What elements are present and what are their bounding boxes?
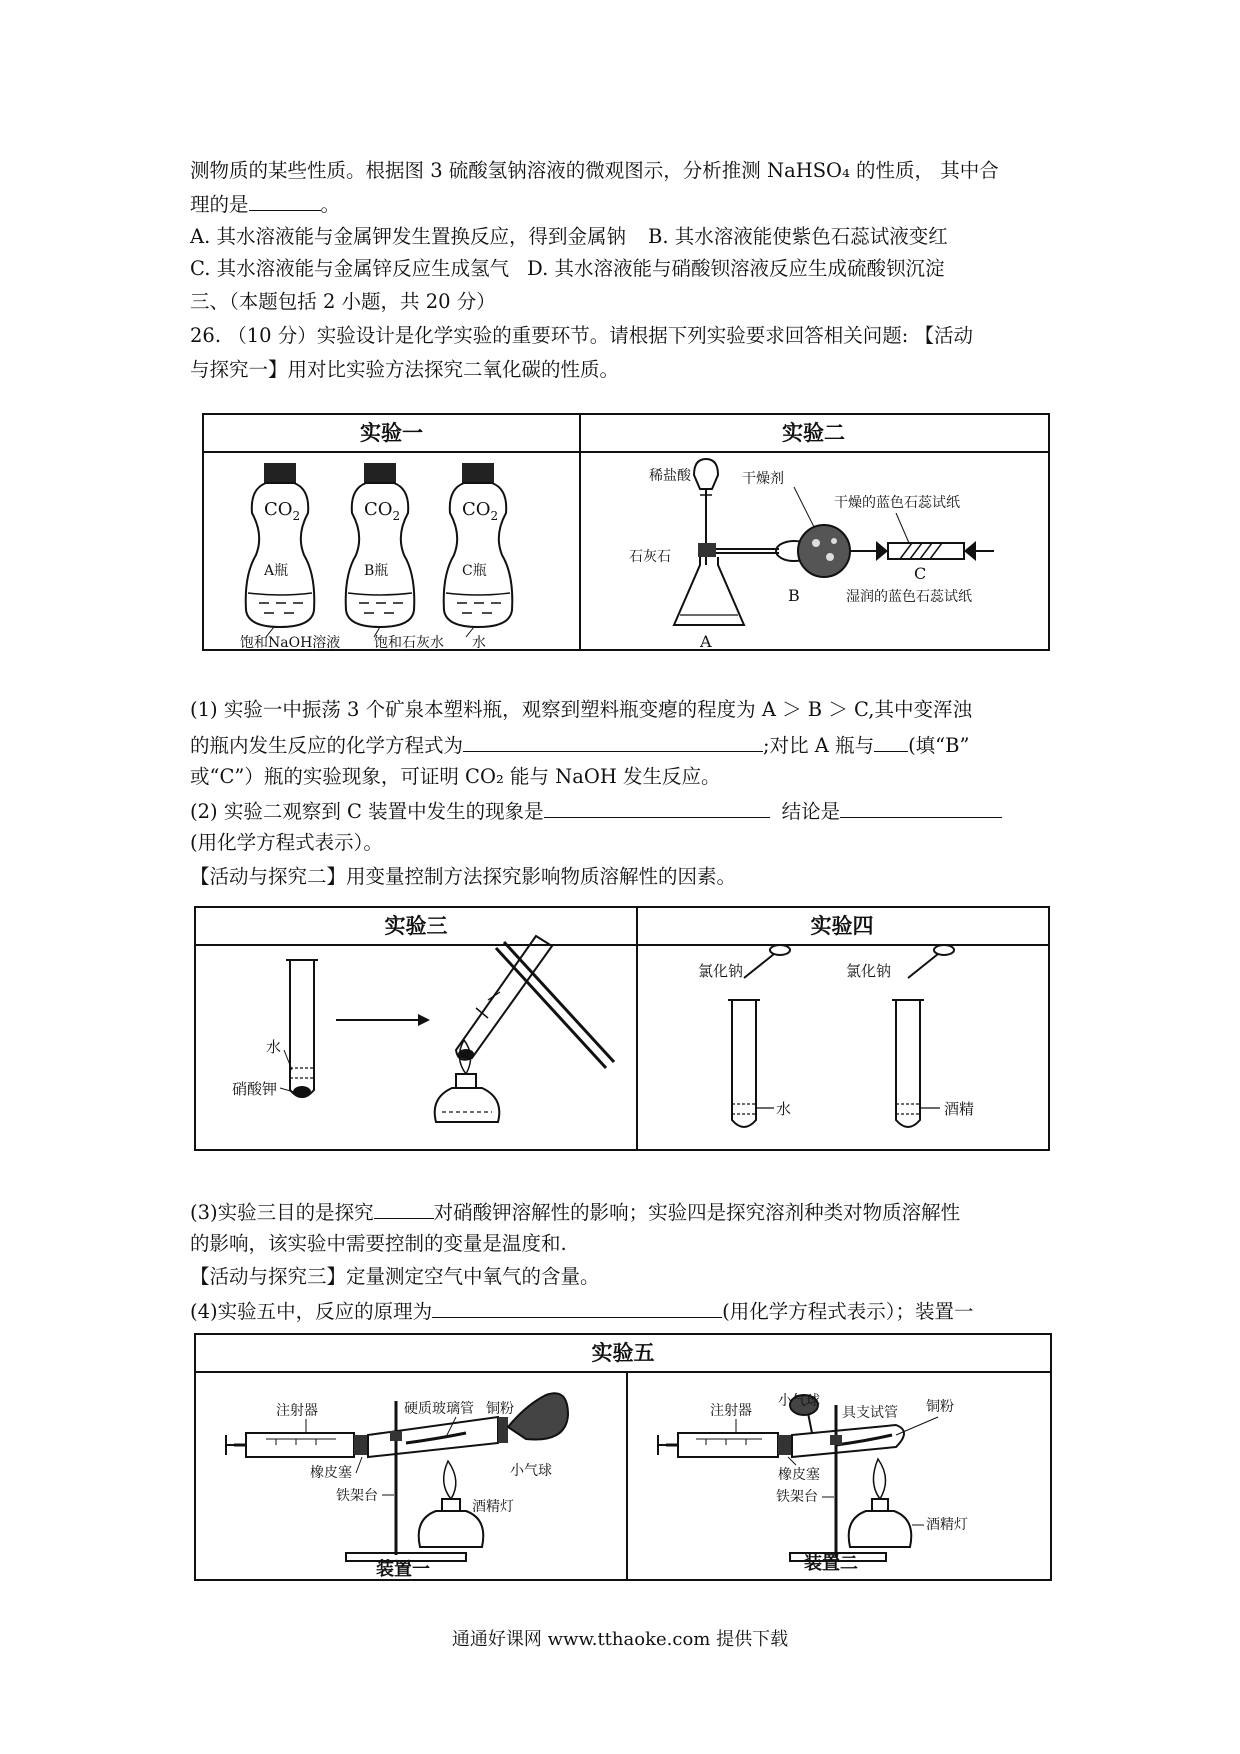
q25-line1: 测物质的某些性质。根据图 3 硫酸氢钠溶液的微观图示，分析推测 NaHSO₄ 的性质， 其中合 [190,159,999,182]
label-stopper-1: 橡皮塞 [310,1465,352,1481]
label-branch-tube: 具支试管 [842,1405,898,1421]
answer-blank-factor[interactable] [374,1198,434,1219]
label-lamp-2: 酒精灯 [926,1517,968,1533]
iron-stand-1 [346,1401,466,1561]
page-footer: 通通好课网 www.tthaoke.com 提供下载 [451,1629,789,1650]
answer-blank-conclusion[interactable] [840,797,1002,818]
figure-header-exp5: 实验五 [196,1335,1050,1373]
caption-device-1: 装置一 [376,1559,430,1580]
q26-part1-line2: 的瓶内发生反应的化学方程式为 ;对比 A 瓶与 (填“B” [190,731,969,759]
bottle-b-label: B瓶 [364,563,389,579]
figure-experiment-3-4 [194,906,1050,1151]
label-stopper-2: 橡皮塞 [778,1467,820,1483]
co2-label-a: $CO_2$ [264,499,301,523]
q26-part1-line3: 或“C”）瓶的实验现象，可证明 CO₂ 能与 NaOH 发生反应。 [190,765,721,788]
label-kno3: 硝酸钾 [232,1080,278,1098]
test-tube-alcohol [892,1000,924,1127]
section-3-heading: 三、（本题包括 2 小题，共 20 分） [190,290,496,313]
arrow-icon [336,1014,430,1026]
experiment-1-2-illustration [204,415,1050,651]
label-lamp-1: 酒精灯 [472,1499,514,1515]
answer-blank-bottle[interactable] [874,731,908,752]
bottle-c [444,463,513,627]
q26-intro-line1: 26. （10 分）实验设计是化学实验的重要环节。请根据下列实验要求回答相关问题: 【活动 [190,324,973,347]
bottle-a [246,463,315,627]
spatula-icon-2 [908,945,954,978]
letter-a: A [700,632,712,651]
figure-experiment-5 [194,1333,1052,1581]
option-d: D. 其水溶液能与硝酸钡溶液反应生成硫酸钡沉淀 [527,257,945,280]
label-alcohol: 酒精 [944,1100,975,1118]
bottle-b [346,463,415,627]
option-b: B. 其水溶液能使紫色石蕊试液变红 [647,225,948,248]
drying-tube [776,525,876,577]
test-tube-water [728,1000,760,1127]
bottle-a-label: A瓶 [264,563,289,579]
activity-2-heading: 【活动与探究二】用变量控制方法探究影响物质溶解性的因素。 [190,865,737,888]
label-syringe-2: 注射器 [710,1403,752,1419]
q26-part3-line2: 的影响，该实验中需要控制的变量是温度和. [190,1232,567,1255]
label-limewater: 饱和石灰水 [374,635,444,651]
experiment-5-illustration [196,1335,1052,1581]
q25-options-ab [190,224,948,250]
syringe-1 [226,1433,368,1457]
activity-3-heading: 【活动与探究三】定量测定空气中氧气的含量。 [190,1265,600,1288]
label-naoh-solution: 饱和NaOH溶液 [240,635,341,651]
label-copper-2: 铜粉 [926,1399,954,1415]
q26-part1-line1: (1) 实验一中振荡 3 个矿泉本塑料瓶，观察到塑料瓶变瘪的程度为 A ＞ B ＞ C,其中变浑浊 [190,698,972,721]
label-dry-litmus: 干燥的蓝色石蕊试纸 [834,495,960,511]
label-water-bottle-c: 水 [472,635,486,651]
answer-blank-equation-1[interactable] [463,731,763,752]
label-balloon-1: 小气球 [510,1463,552,1479]
q26-part2-line2: (用化学方程式表示）。 [190,831,383,854]
label-wet-litmus: 湿润的蓝色石蕊试纸 [846,589,972,605]
label-stand-1: 铁架台 [336,1488,378,1504]
figure-header-exp1: 实验一 [204,415,579,453]
letter-c: C [914,564,927,583]
experiment-3-4-illustration [196,908,1050,1151]
label-copper-1: 铜粉 [486,1401,514,1417]
caption-device-2: 装置二 [804,1553,858,1574]
answer-blank-25[interactable] [249,190,321,211]
q25-line2: 理的是 。 [190,190,340,218]
label-balloon-2: 小气球 [778,1393,820,1409]
figure-header-exp3: 实验三 [196,908,636,946]
q26-part4-line1: (4)实验五中，反应的原理为 (用化学方程式表示）；装置一 [190,1297,973,1325]
q26-part2-line1: (2) 实验二观察到 C 装置中发生的现象是 结论是 [190,797,1002,825]
heating-test-tube [456,936,614,1068]
bottle-c-label: C瓶 [462,563,487,579]
co2-label-c: $CO_2$ [462,499,499,523]
label-limestone: 石灰石 [629,549,671,565]
answer-blank-phenomenon[interactable] [544,797,770,818]
label-glass-tube: 硬质玻璃管 [404,1401,474,1417]
alcohol-lamp-2 [849,1459,912,1547]
figure-experiment-1-2 [202,413,1050,651]
figure-header-exp2: 实验二 [579,415,1048,453]
figure-header-exp4: 实验四 [636,908,1048,946]
q26-intro-line2: 与探究一】用对比实验方法探究二氧化碳的性质。 [190,358,620,381]
label-desiccant: 干燥剂 [742,471,784,487]
letter-b: B [788,586,800,605]
label-stand-2: 铁架台 [776,1489,818,1505]
balloon-1 [508,1393,568,1439]
co2-label-b: $CO_2$ [364,499,401,523]
label-water-exp4: 水 [776,1100,792,1118]
q26-part3-line1: (3)实验三目的是探究 对硝酸钾溶解性的影响；实验四是探究溶剂种类对物质溶解性 [190,1198,960,1226]
spatula-icon [744,945,790,978]
litmus-paper-tube [876,541,994,561]
iron-stand-2 [790,1405,886,1561]
label-syringe-1: 注射器 [276,1403,318,1419]
test-tube-kno3 [286,960,318,1098]
option-a: A. 其水溶液能与金属钾发生置换反应，得到金属钠 [190,225,626,248]
option-c: C. 其水溶液能与金属锌反应生成氢气 [190,257,510,280]
label-dilute-hcl: 稀盐酸 [649,468,691,484]
label-nacl-1: 氯化钠 [698,962,744,980]
label-nacl-2: 氯化钠 [846,962,892,980]
syringe-2 [658,1433,792,1457]
glass-tube-1 [368,1417,508,1457]
answer-blank-equation-2[interactable] [432,1297,722,1318]
q25-options-cd [190,256,944,282]
label-water-exp3: 水 [266,1038,282,1056]
